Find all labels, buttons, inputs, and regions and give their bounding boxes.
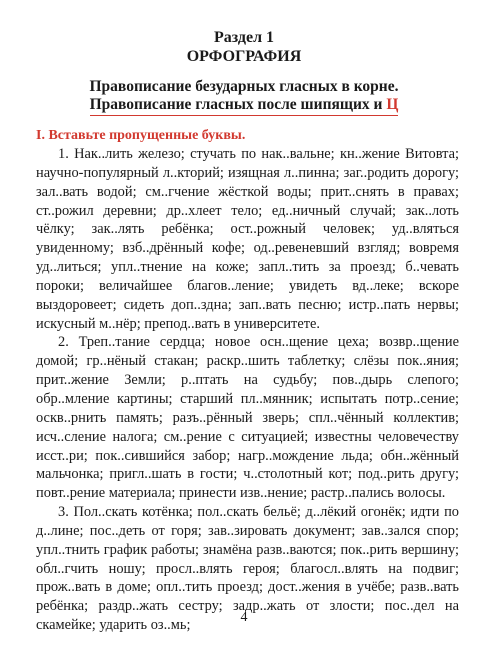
topic-line-2 xyxy=(90,96,399,116)
topic-line-2-text: Правописание гласных после шипящих и xyxy=(89,96,387,113)
topic-line-1: Правописание безударных гласных в корне. xyxy=(89,78,399,95)
section-title: ОРФОГРАФИЯ xyxy=(186,48,302,65)
section-label: Раздел 1 xyxy=(213,29,275,46)
topic-letter-ts: Ц xyxy=(386,96,399,113)
exercise-paragraph-2: 2. Треп..тание сердца; новое осн..щение цеха; возвр..щение домой; гр..нёный стакан; раскр..шить таблетку; слёзы пок..яния; прит..жение Земли; р..птать на судьбу; пов..дырь слепого; обр..мление картины; старший пл..мянник; испытать потр..сение; оскв..рнить память; разъ..рённый зверь; спл..чённый коллектив; исч..сление налога; см..рение с ситуацией; известны человечеству исст..ри; пок..сившийся забор; нагр..мождение льда; обн..жённый мальчонка; пригл..шать в гости; ч..столотный кот; под..рить другу; повт..рение материала; принести изв..нение; растр..пались волосы. xyxy=(36,334,459,502)
topic-heading xyxy=(0,78,488,116)
exercise-paragraph-1: 1. Нак..лить железо; стучать по нак..вальне; кн..жение Витовта; научно-популярный л..кторий; изящная л..пинна; заг..родить дорогу; зал..вать водой; см..гчение жёсткой воды; прит..снять в правах; ст..рожил деревни; др..хлеет тело; ед..ничный случай; зак..лоть чёлку; зак..лять ребёнка; ост..рожный человек; уд..вляться увиденному; взб..дрённый кофе; од..ревеневший взгляд; вовремя уд..литься; упл..тнение на коже; запл..тить за проезд; б..чевать пороки; величайшее благов..ление; увидеть вд..леке; вскоре выздоровеет; сидеть доп..здна; зап..вать песню; истр..пать нервы; искусный м..нёр; препод..вать в университете. xyxy=(36,146,459,332)
section-heading xyxy=(0,28,488,66)
exercise-text xyxy=(36,145,459,635)
page-number: 4 xyxy=(240,610,248,625)
exercise-paragraph-3: 3. Пол..скать котёнка; пол..скать бельё; д..лёкий огонёк; идти по д..лине; пос..деть от горя; зав..зировать документ; зав..зался спор; упл..тнить график работы; знамёна разв..ваются; пок..рить вершину; обл..гчить ношу; просл..влять героя; благосл..влять на подвиг; прож..вать в доме; опл..тить проезд; дост..жения в учёбе; разв..вать ребёнка; раздр..жать сестру; задр..жать от злости; пос..дел на скамейке; ударить оз..мь; xyxy=(36,504,459,634)
task-title: I. Вставьте пропущенные буквы. xyxy=(36,128,246,143)
